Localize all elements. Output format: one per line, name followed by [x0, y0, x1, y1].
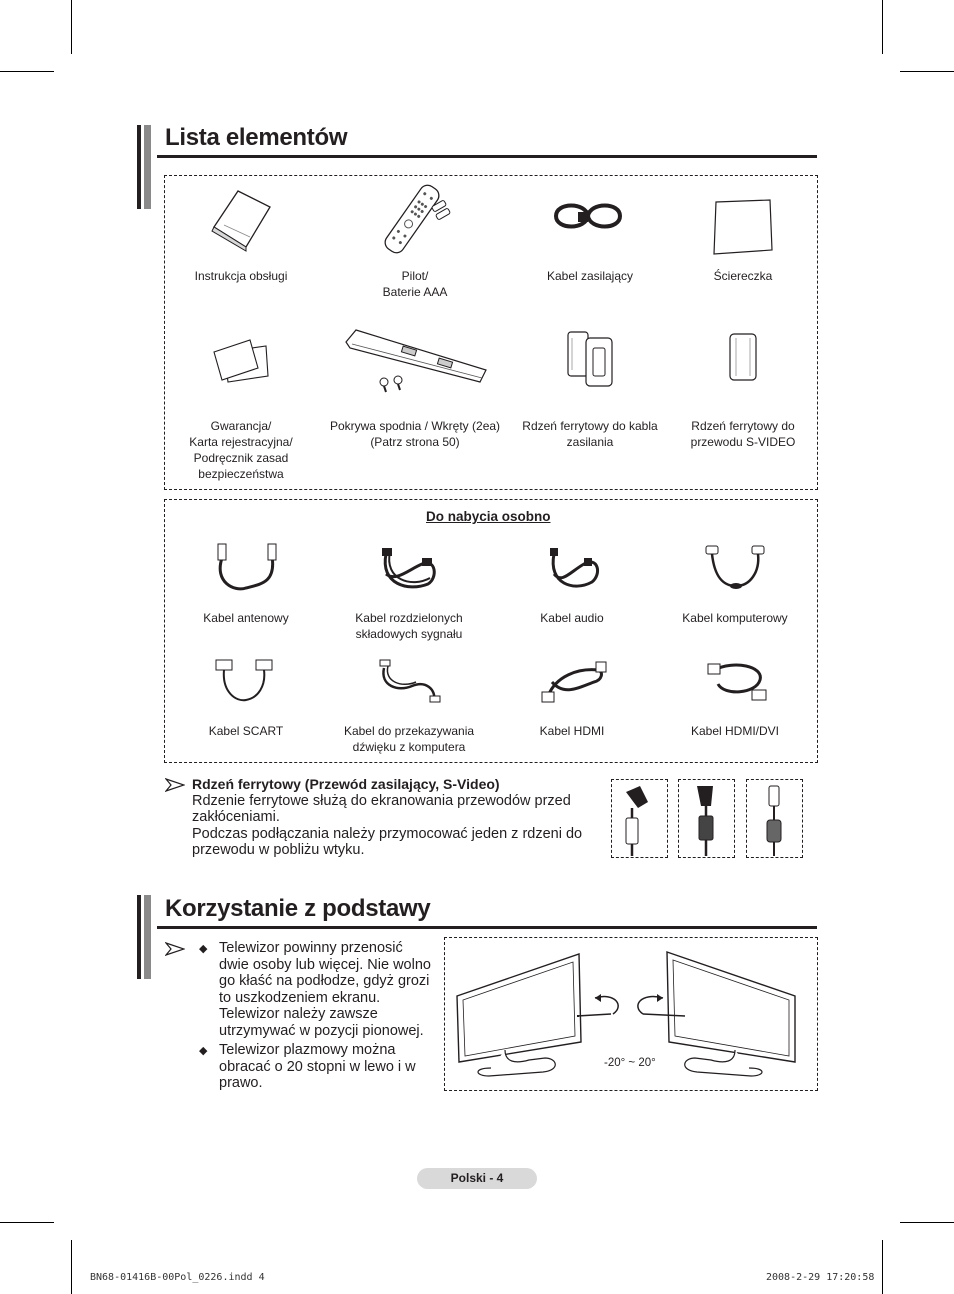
optional-label: Kabel HDMI [539, 724, 605, 738]
section-bar [137, 125, 141, 209]
hdmi-dvi-cable-icon [704, 656, 770, 706]
crop-mark [882, 1240, 883, 1294]
crop-mark [900, 1222, 954, 1223]
power-plug-ferrite-icon [612, 780, 666, 856]
bottom-cover-screws-icon [342, 326, 492, 394]
item-label: Rdzeń ferrytowy do kabla zasilania [522, 419, 658, 449]
crop-mark [882, 0, 883, 54]
optional-label: Kabel audio [540, 611, 604, 625]
item-label: Gwarancja/ Karta rejestracyjna/ Podręcznik zasad bezpieczeństwa [189, 419, 293, 481]
arrow-icon [165, 942, 185, 956]
warranty-card-icon [210, 338, 272, 386]
section-bar [144, 895, 151, 979]
rotation-angle-label: -20° ~ 20° [604, 1057, 656, 1069]
ferrite-note-line1: Rdzenie ferrytowe służą do ekranowania przewodów przed zakłóceniami. [192, 792, 571, 825]
optional-label: Kabel antenowy [203, 611, 289, 625]
ferrite-note-line2: Podczas podłączania należy przymocować jeden z rdzeni do przewodu w pobliżu wtyku. [192, 825, 583, 858]
crop-mark [900, 71, 954, 72]
power-cable-icon [550, 198, 626, 234]
heading-rule [157, 926, 817, 929]
item-label: Pilot/ Baterie AAA [382, 269, 448, 299]
svideo-plug-ferrite-icon [747, 780, 801, 856]
component-cable-icon [378, 544, 438, 594]
print-file-info: BN68-01416B-00Pol_0226.indd 4 [90, 1272, 265, 1283]
section-title: Lista elementów [165, 124, 348, 151]
antenna-cable-icon [210, 542, 282, 594]
crop-mark [71, 1240, 72, 1294]
item-label: Rdzeń ferrytowy do przewodu S-VIDEO [690, 419, 796, 449]
page-number-badge: Polski - 4 [417, 1168, 537, 1189]
optional-label: Kabel HDMI/DVI [690, 724, 780, 738]
cloth-icon [712, 198, 774, 256]
pc-audio-cable-icon [376, 656, 442, 706]
item-label: Ściereczka [713, 269, 773, 283]
optional-label: Kabel rozdzielonych składowych sygnału [355, 611, 463, 641]
item-label: Pokrywa spodnia / Wkręty (2ea) (Patrz strona 50) [329, 419, 501, 449]
stand-bullet-1: Telewizor powinny przenosić dwie osoby lub więcej. Nie wolno go kłaść na podłodze, gdyż grozi to uszkodzeniem ekranu. Telewizor należy zawsze utrzymywać w pozycji pionowej. [219, 940, 431, 1039]
ferrite-core-power-icon [560, 328, 616, 390]
crop-mark [0, 1222, 54, 1223]
bullet-diamond-icon: ◆ [199, 1045, 208, 1057]
section-title: Korzystanie z podstawy [165, 895, 431, 922]
crop-mark [0, 71, 54, 72]
stand-bullet-2: Telewizor plazmowy można obracać o 20 stopni w lewo i w prawo. [219, 1042, 416, 1091]
heading-rule [157, 155, 817, 158]
optional-title: Do nabycia osobno [426, 509, 551, 524]
remote-control-icon [372, 183, 458, 255]
section-bar [144, 125, 151, 209]
audio-cable-icon [544, 544, 600, 594]
power-connector-ferrite-icon [679, 780, 733, 856]
ferrite-core-svideo-icon [726, 330, 760, 384]
pc-cable-icon [700, 542, 770, 592]
section-bar [137, 895, 141, 979]
arrow-icon [165, 778, 185, 792]
item-label: Instrukcja obsługi [194, 269, 288, 283]
bullet-diamond-icon: ◆ [199, 943, 208, 955]
optional-label: Kabel komputerowy [682, 611, 788, 625]
print-timestamp: 2008-2-29 17:20:58 [766, 1272, 875, 1283]
crop-mark [71, 0, 72, 54]
hdmi-cable-icon [538, 656, 608, 706]
optional-label: Kabel do przekazywania dźwięku z komputera [343, 724, 475, 754]
ferrite-note [192, 776, 587, 859]
scart-cable-icon [212, 656, 276, 706]
optional-label: Kabel SCART [208, 724, 284, 738]
ferrite-note-title: Rdzeń ferrytowy (Przewód zasilający, S-Video) [192, 776, 500, 792]
item-label: Kabel zasilający [546, 269, 634, 283]
manual-icon [204, 185, 276, 257]
